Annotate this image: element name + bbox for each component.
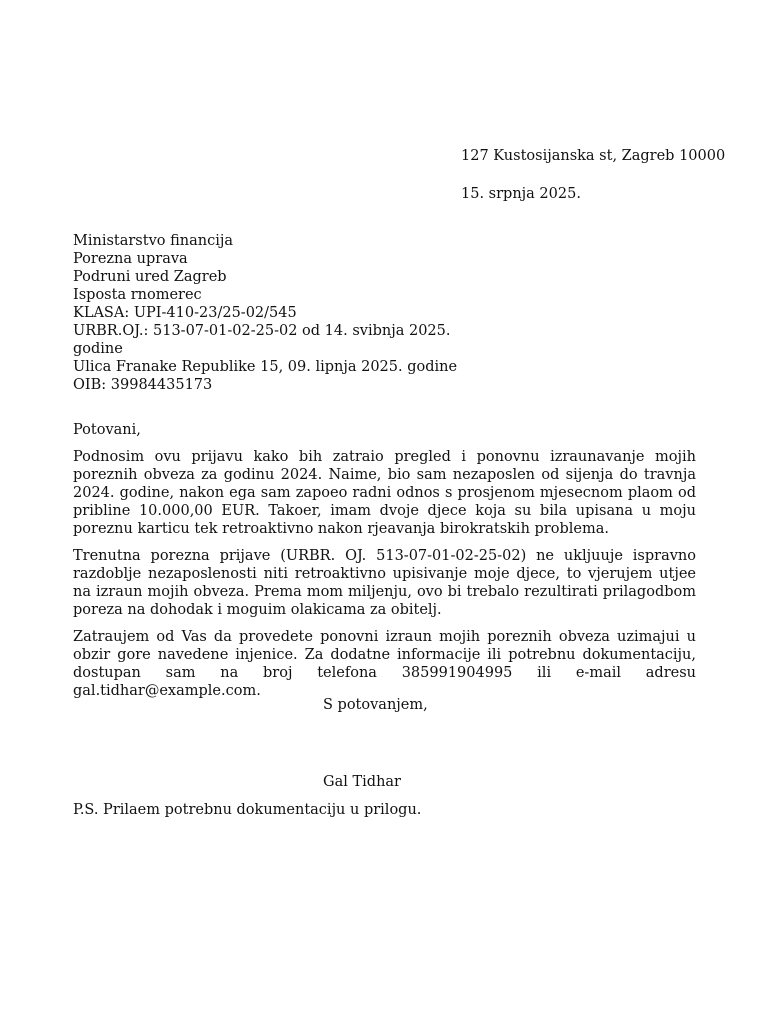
recipient-line-urbroj: URBR.OJ.: 513-07-01-02-25-02 od 14. svibnja 2025. [73,323,451,339]
recipient-line-klasa: KLASA: UPI-410-23/25-02/545 [73,305,297,321]
recipient-line-regional-office: Podruni ured Zagreb [73,269,227,285]
recipient-line-administration: Porezna uprava [73,251,188,267]
recipient-line-branch: Isposta rnomerec [73,287,202,303]
letter-date: 15. srpnja 2025. [461,186,581,202]
recipient-block [73,232,458,394]
closing: S potovanjem, [323,697,428,713]
postscript: P.S. Prilaem potrebnu dokumentaciju u prilogu. [73,802,422,818]
salutation: Potovani, [73,422,141,438]
paragraph-current-return: Trenutna porezna prijave (URBR. OJ. 513-07-01-02-25-02) ne ukljuuje ispravno razdoblje nezaposlenosti niti retroaktivno upisivanje moje djece, to vjerujem utjee na izraun mojih obveza. Prema mom miljenju, ovo bi trebalo rezultirati prilagodbom poreza na dohodak i moguim olakicama za obitelj. [73,548,696,618]
paragraph-request: Podnosim ovu prijavu kako bih zatraio pregled i ponovnu izraunavanje mojih poreznih obveza za godinu 2024. Naime, bio sam nezaposlen od sijenja do travnja 2024. godine, nakon ega sam zapoeo radni odnos s prosjenom mjesecnom plaom od pribline 10.000,00 EUR. Takoer, imam dvoje djece koja su bila upisana u moju poreznu karticu tek retroaktivno nakon rjeavanja birokratskih problema. [73,449,696,537]
recipient-line-urbroj-continued: godine [73,341,123,357]
recipient-line-oib: OIB: 39984435173 [73,377,213,393]
signature-name: Gal Tidhar [323,774,401,790]
paragraph-contact: Zatraujem od Vas da provedete ponovni izraun mojih poreznih obveza uzimajui u obzir gore navedene injenice. Za dodatne informacije ili potrebnu dokumentaciju, dostupan sam na broj telefona 385991904995 ili e-mail adresu gal.tidhar@example.com. [73,629,696,699]
recipient-line-ministry: Ministarstvo financija [73,233,233,249]
sender-address: 127 Kustosijanska st, Zagreb 10000 [461,148,726,164]
recipient-line-street: Ulica Franake Republike 15, 09. lipnja 2025. godine [73,359,458,375]
letter-body [73,421,696,709]
